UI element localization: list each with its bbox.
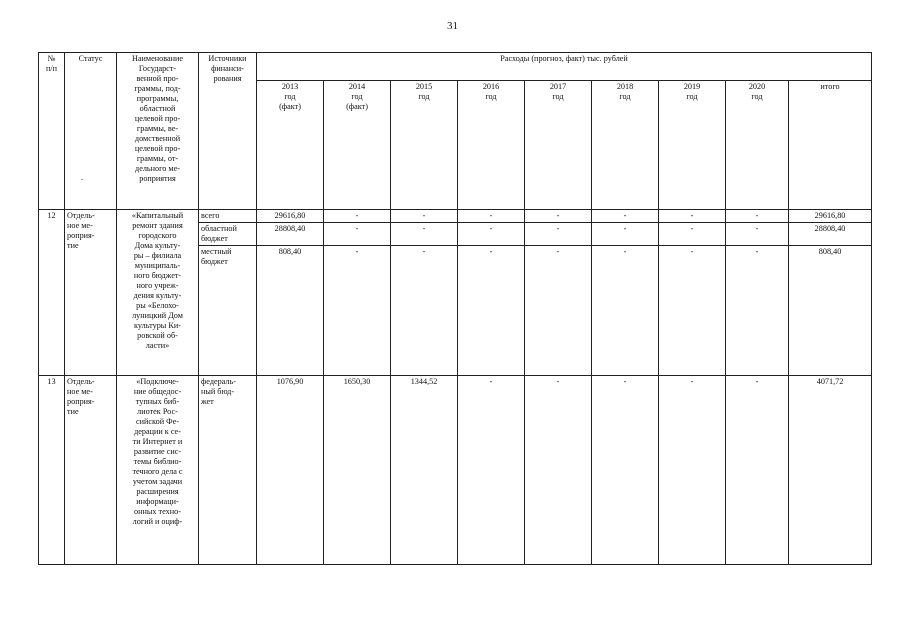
cell-value: - xyxy=(391,246,458,376)
cell-value: 808,40 xyxy=(257,246,324,376)
cell-value: - xyxy=(659,376,726,565)
cell-value: - xyxy=(726,223,789,246)
row-number: 13 xyxy=(39,376,65,565)
cell-value: - xyxy=(726,246,789,376)
header-status-dot: . xyxy=(81,173,84,182)
row-status: Отдель- ное ме- роприя- тие xyxy=(65,376,117,565)
row-name: «Подключе- ние общедос- тупных биб- лиотек Рос- сийской Фе- дерации к се- ти Интернет и развитие сис- темы библио- течного дела с учетом задачи расширения информаци- онных техно- логий и оциф- xyxy=(117,376,199,565)
row-source: областной бюджет xyxy=(199,223,257,246)
cell-value: 28808,40 xyxy=(257,223,324,246)
cell-value: - xyxy=(391,210,458,223)
cell-value: - xyxy=(525,210,592,223)
cell-value: - xyxy=(525,246,592,376)
row-number: 12 xyxy=(39,210,65,376)
cell-value: 1344,52 xyxy=(391,376,458,565)
cell-value: 29616,80 xyxy=(257,210,324,223)
cell-value: - xyxy=(458,223,525,246)
cell-value: - xyxy=(324,246,391,376)
cell-value: - xyxy=(592,376,659,565)
cell-value: - xyxy=(458,210,525,223)
header-total: итого xyxy=(789,81,872,210)
table-row xyxy=(39,376,872,565)
row-source: федераль- ный бюд- жет xyxy=(199,376,257,565)
cell-value: - xyxy=(726,376,789,565)
cell-value: - xyxy=(592,246,659,376)
cell-value: - xyxy=(659,223,726,246)
cell-value: - xyxy=(324,223,391,246)
cell-value: - xyxy=(659,246,726,376)
header-year-2013: 2013 год (факт) xyxy=(257,81,324,210)
header-expenses: Расходы (прогноз, факт) тыс. рублей xyxy=(257,53,872,81)
row-source: всего xyxy=(199,210,257,223)
cell-value: - xyxy=(458,376,525,565)
row-status: Отдель- ное ме- роприя- тие xyxy=(65,210,117,376)
page-number: 31 xyxy=(447,20,458,32)
cell-value: - xyxy=(525,376,592,565)
header-year-2017: 2017 год xyxy=(525,81,592,210)
cell-value: - xyxy=(525,223,592,246)
header-year-2019: 2019 год xyxy=(659,81,726,210)
cell-total: 808,40 xyxy=(789,246,872,376)
header-no: № п/п xyxy=(39,53,65,210)
header-sources: Источники финанси- рования xyxy=(199,53,257,210)
cell-value: - xyxy=(391,223,458,246)
header-status-label: Статус xyxy=(78,54,103,63)
table-row xyxy=(39,210,872,223)
cell-value: - xyxy=(458,246,525,376)
cell-value: - xyxy=(726,210,789,223)
cell-value: - xyxy=(324,210,391,223)
row-name: «Капитальный ремонт здания городского Дома культу- ры – филиала муниципаль- ного бюджет- ного учреж- дения культу- ры «Белохо- луницкий Дом культуры Ки- ровской об- ласти» xyxy=(117,210,199,376)
header-status xyxy=(65,53,117,210)
cell-value: 1650,30 xyxy=(324,376,391,565)
header-year-2015: 2015 год xyxy=(391,81,458,210)
cell-value: 1076,90 xyxy=(257,376,324,565)
header-year-2018: 2018 год xyxy=(592,81,659,210)
cell-total: 4071,72 xyxy=(789,376,872,565)
cell-value: - xyxy=(592,223,659,246)
header-year-2020: 2020 год xyxy=(726,81,789,210)
cell-value: - xyxy=(659,210,726,223)
header-year-2014: 2014 год (факт) xyxy=(324,81,391,210)
row-source: местный бюджет xyxy=(199,246,257,376)
header-year-2016: 2016 год xyxy=(458,81,525,210)
cell-total: 29616,80 xyxy=(789,210,872,223)
header-name: Наименование Государст- венной про- граммы, под- программы, областной целевой про- граммы, ве- домственной целевой про- граммы, от- дельного ме- роприятия xyxy=(117,53,199,210)
budget-table xyxy=(38,52,872,565)
cell-total: 28808,40 xyxy=(789,223,872,246)
cell-value: - xyxy=(592,210,659,223)
